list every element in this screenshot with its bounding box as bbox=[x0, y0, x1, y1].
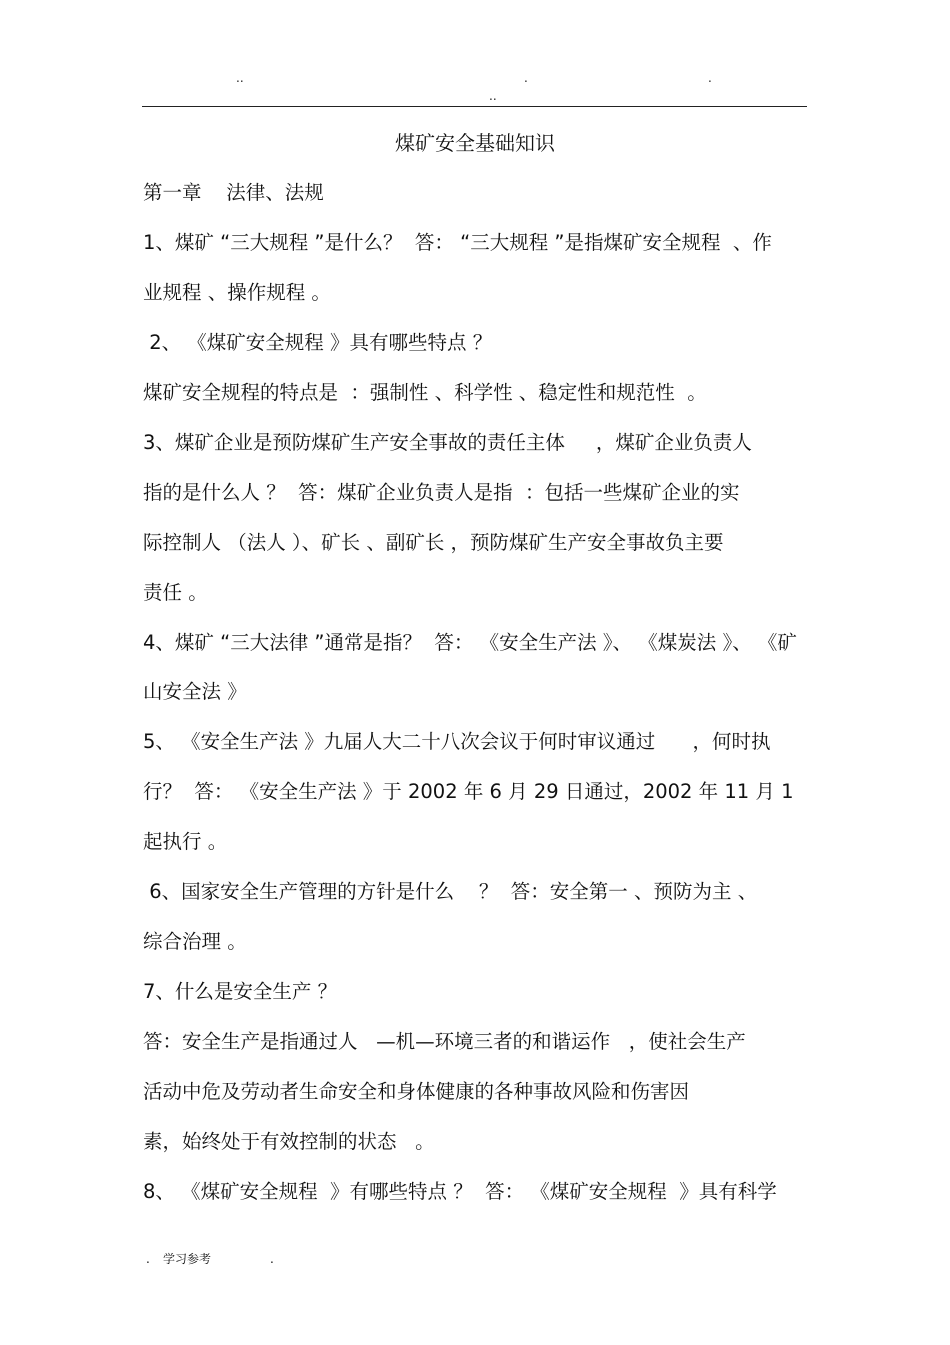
text-line: 2、 《煤矿安全规程 》具有哪些特点 ？ bbox=[143, 331, 493, 354]
text-line: 起执行 。 bbox=[143, 830, 228, 853]
footer-right-dot: . bbox=[270, 1252, 274, 1266]
text-line: 煤矿安全规程的特点是 ：强制性 、科学性 、稳定性和规范性 。 bbox=[143, 381, 707, 404]
document-title: 煤矿安全基础知识 bbox=[395, 131, 555, 155]
chapter-heading: 第一章 法律、法规 bbox=[143, 181, 324, 204]
header-mark-2: . bbox=[524, 71, 528, 85]
text-line: 素，始终处于有效控制的状态 。 bbox=[143, 1130, 435, 1153]
footer-left-dot: . bbox=[146, 1252, 150, 1266]
header-mark-1: .. bbox=[236, 71, 244, 85]
header-mark-3: . bbox=[708, 71, 712, 85]
text-line: 际控制人 （法人 ）、矿长 、副矿长 ，预防煤矿生产安全事故负主要 bbox=[143, 531, 724, 554]
text-line: 指的是什么人 ？ 答：煤矿企业负责人是指 ：包括一些煤矿企业的实 bbox=[143, 481, 740, 504]
text-line: 1、煤矿 “三大规程 ”是什么？ 答： “三大规程 ”是指煤矿安全规程 、作 bbox=[143, 231, 772, 254]
text-line: 4、煤矿 “三大法律 ”通常是指？ 答： 《安全生产法 》、 《煤炭法 》、 《矿 bbox=[143, 631, 797, 654]
text-line: 8、 《煤矿安全规程 》有哪些特点 ？ 答： 《煤矿安全规程 》具有科学 bbox=[143, 1180, 777, 1203]
text-line: 行？ 答： 《安全生产法 》于 2002 年 6 月 29 日通过，2002 年 11 月 1 bbox=[143, 780, 794, 803]
text-line: 答：安全生产是指通过人 —机—环境三者的和谐运作 ，使社会生产 bbox=[143, 1030, 746, 1053]
text-line: 6、国家安全生产管理的方针是什么 ？ 答：安全第一 、预防为主 、 bbox=[143, 880, 758, 903]
text-line: 综合治理 。 bbox=[143, 930, 247, 953]
text-line: 活动中危及劳动者生命安全和身体健康的各种事故风险和伤害因 bbox=[143, 1080, 690, 1103]
text-line: 责任 。 bbox=[143, 581, 208, 604]
text-line: 5、 《安全生产法 》九届人大二十八次会议于何时审议通过 ，何时执 bbox=[143, 730, 771, 753]
text-line: 7、什么是安全生产 ？ bbox=[143, 980, 338, 1003]
text-line: 3、煤矿企业是预防煤矿生产安全事故的责任主体 ，煤矿企业负责人 bbox=[143, 431, 752, 454]
header-mark-4: .. bbox=[489, 89, 497, 103]
footer-label: 学习参考 bbox=[163, 1252, 212, 1266]
header-rule bbox=[142, 106, 807, 107]
text-line: 业规程 、操作规程 。 bbox=[143, 281, 331, 304]
text-line: 山安全法 》 bbox=[143, 680, 247, 703]
